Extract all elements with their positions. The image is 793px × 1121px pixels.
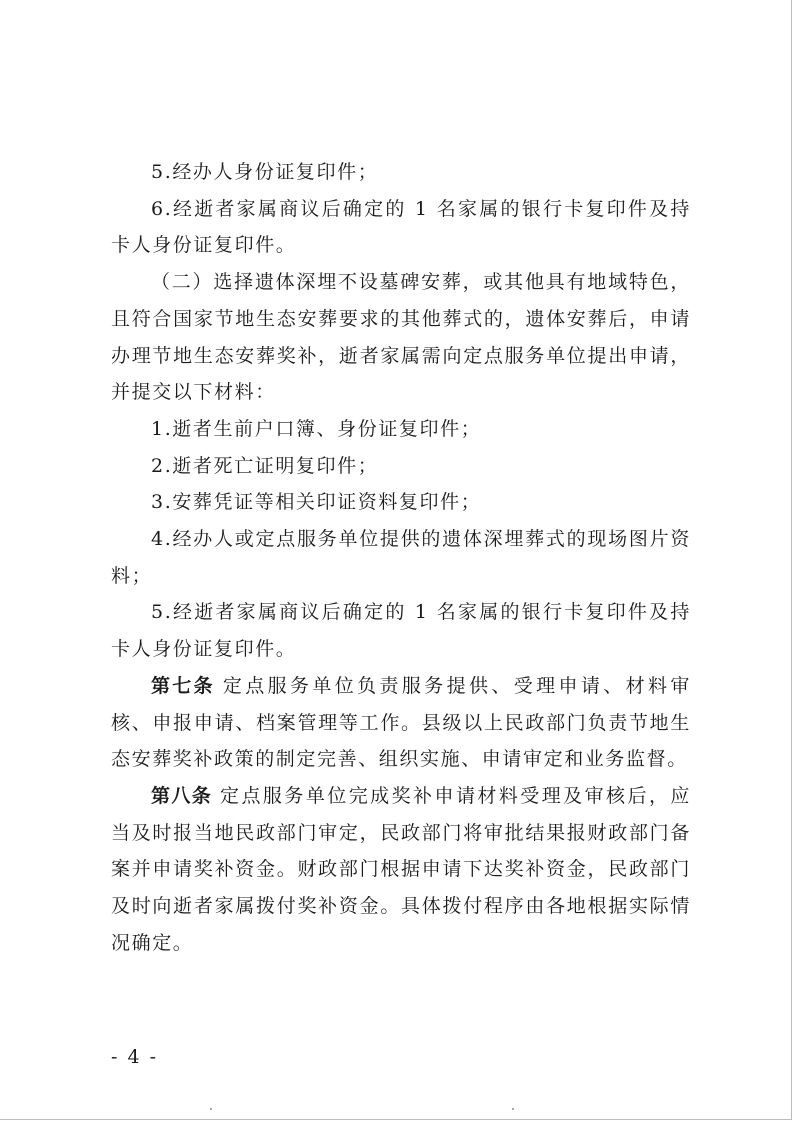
- paragraph-text: 6.经逝者家属商议后确定的 1 名家属的银行卡复印件及持卡人身份证复印件。: [111, 197, 691, 257]
- paragraph-text: 5.经办人身份证复印件；: [151, 161, 379, 183]
- paragraph-section-2-deep-burial: [111, 264, 691, 411]
- article-text: 定点服务单位完成奖补申请材料受理及审核后，应当及时报当地民政部门审定，民政部门将审批结果报财政部门备案并申请奖补资金。财政部门根据申请下达奖补资金，民政部门及时向逝者家属拨付奖补资金。具体拨付程序由各地根据实际情况确定。: [111, 784, 691, 954]
- scan-speck: [210, 1108, 212, 1110]
- paragraph-text: 2.逝者死亡证明复印件；: [151, 454, 379, 477]
- paragraph-text: 3.安葬凭证等相关印证资料复印件；: [151, 491, 482, 514]
- paragraph-item-5-operator-id: [111, 154, 691, 191]
- paragraph-item-5-bank-card: [111, 594, 691, 667]
- paragraph-text: 4.经办人或定点服务单位提供的遗体深埋葬式的现场图片资料；: [111, 528, 691, 587]
- page-number: - 4 -: [111, 1046, 159, 1068]
- scan-speck: [512, 1108, 514, 1110]
- article-8: [111, 778, 691, 962]
- paragraph-item-3-burial-voucher: [111, 484, 691, 521]
- document-body: [111, 154, 691, 961]
- paragraph-item-4-site-photos: [111, 521, 691, 594]
- paragraph-item-2-death-certificate: [111, 448, 691, 485]
- article-label: 第七条: [151, 674, 215, 697]
- paragraph-item-1-household-register: [111, 411, 691, 448]
- article-7: [111, 668, 691, 778]
- paragraph-text: 1.逝者生前户口簿、身份证复印件；: [151, 417, 482, 440]
- paragraph-text: （二）选择遗体深埋不设墓碑安葬，或其他具有地域特色，且符合国家节地生态安葬要求的其他葬式的，遗体安葬后，申请办理节地生态安葬奖补，逝者家属需向定点服务单位提出申请，并提交以下材料：: [111, 271, 691, 404]
- article-label: 第八条: [151, 784, 213, 807]
- paragraph-text: 5.经逝者家属商议后确定的 1 名家属的银行卡复印件及持卡人身份证复印件。: [111, 601, 691, 661]
- paragraph-item-6-bank-card: [111, 191, 691, 264]
- article-text: 定点服务单位负责服务提供、受理申请、材料审核、申报申请、档案管理等工作。县级以上民政部门负责节地生态安葬奖补政策的制定完善、组织实施、申请审定和业务监督。: [111, 674, 691, 771]
